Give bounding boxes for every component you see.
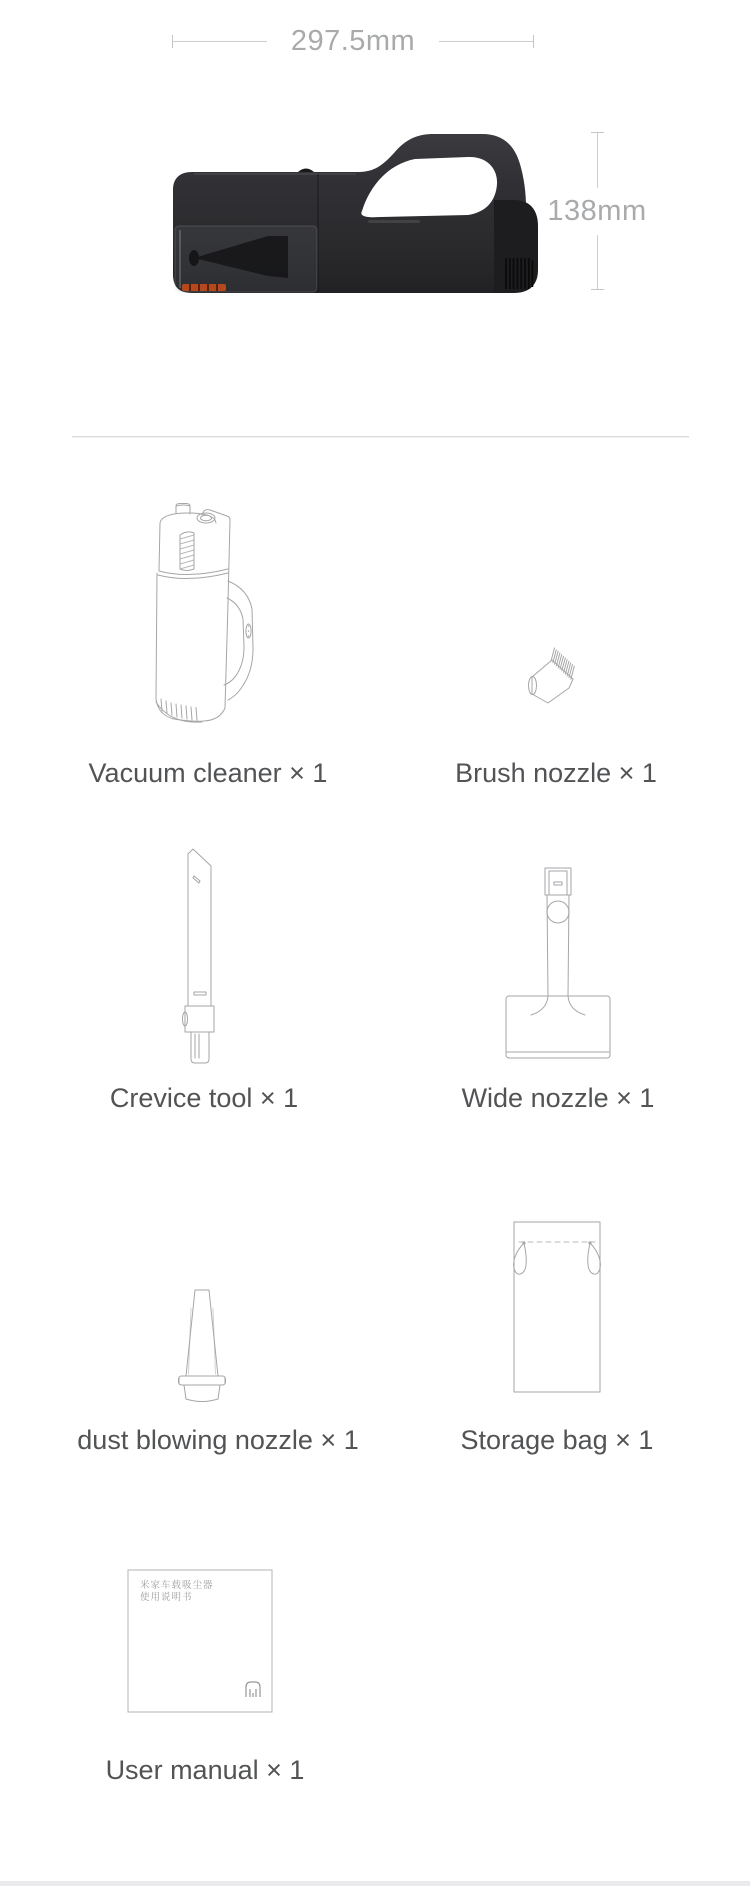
power-button (298, 169, 314, 173)
orange-latch (182, 284, 226, 291)
user-manual-sketch (127, 1569, 273, 1713)
dimension-line (439, 41, 533, 42)
brush-nozzle-sketch (524, 646, 578, 706)
manual-title-line1: 米家车载吸尘器 (140, 1580, 214, 1591)
item-label-user-manual: User manual × 1 (105, 1755, 305, 1785)
page-bottom-edge (0, 1881, 750, 1886)
item-label-wide-nozzle: Wide nozzle × 1 (461, 1083, 655, 1113)
item-label-crevice-tool: Crevice tool × 1 (109, 1083, 299, 1113)
section-divider (72, 436, 689, 437)
width-dimension (172, 24, 534, 58)
wide-nozzle-sketch (505, 866, 611, 1062)
storage-bag-sketch (507, 1220, 607, 1400)
dimension-line (597, 133, 598, 188)
item-label-brush-nozzle: Brush nozzle × 1 (455, 758, 657, 788)
vacuum-product-photo (170, 112, 542, 298)
height-dimension-label: 138mm (547, 194, 647, 227)
height-dimension (549, 132, 645, 290)
item-label-vacuum-cleaner: Vacuum cleaner × 1 (88, 758, 328, 788)
dust-blowing-nozzle-sketch (178, 1288, 226, 1404)
item-label-dust-blowing-nozzle: dust blowing nozzle × 1 (77, 1425, 359, 1455)
body-print-text (368, 220, 420, 223)
crevice-tool-sketch (182, 846, 222, 1066)
dimension-line (597, 235, 598, 290)
dimension-end-tick (591, 289, 604, 290)
item-label-storage-bag: Storage bag × 1 (460, 1425, 654, 1455)
manual-title-line2: 使用说明书 (140, 1592, 193, 1603)
width-dimension-label: 297.5mm (290, 24, 416, 57)
dimension-line (173, 41, 267, 42)
dimension-end-tick (533, 35, 534, 48)
vacuum-cleaner-sketch (140, 503, 260, 729)
rear-cap (494, 200, 538, 293)
